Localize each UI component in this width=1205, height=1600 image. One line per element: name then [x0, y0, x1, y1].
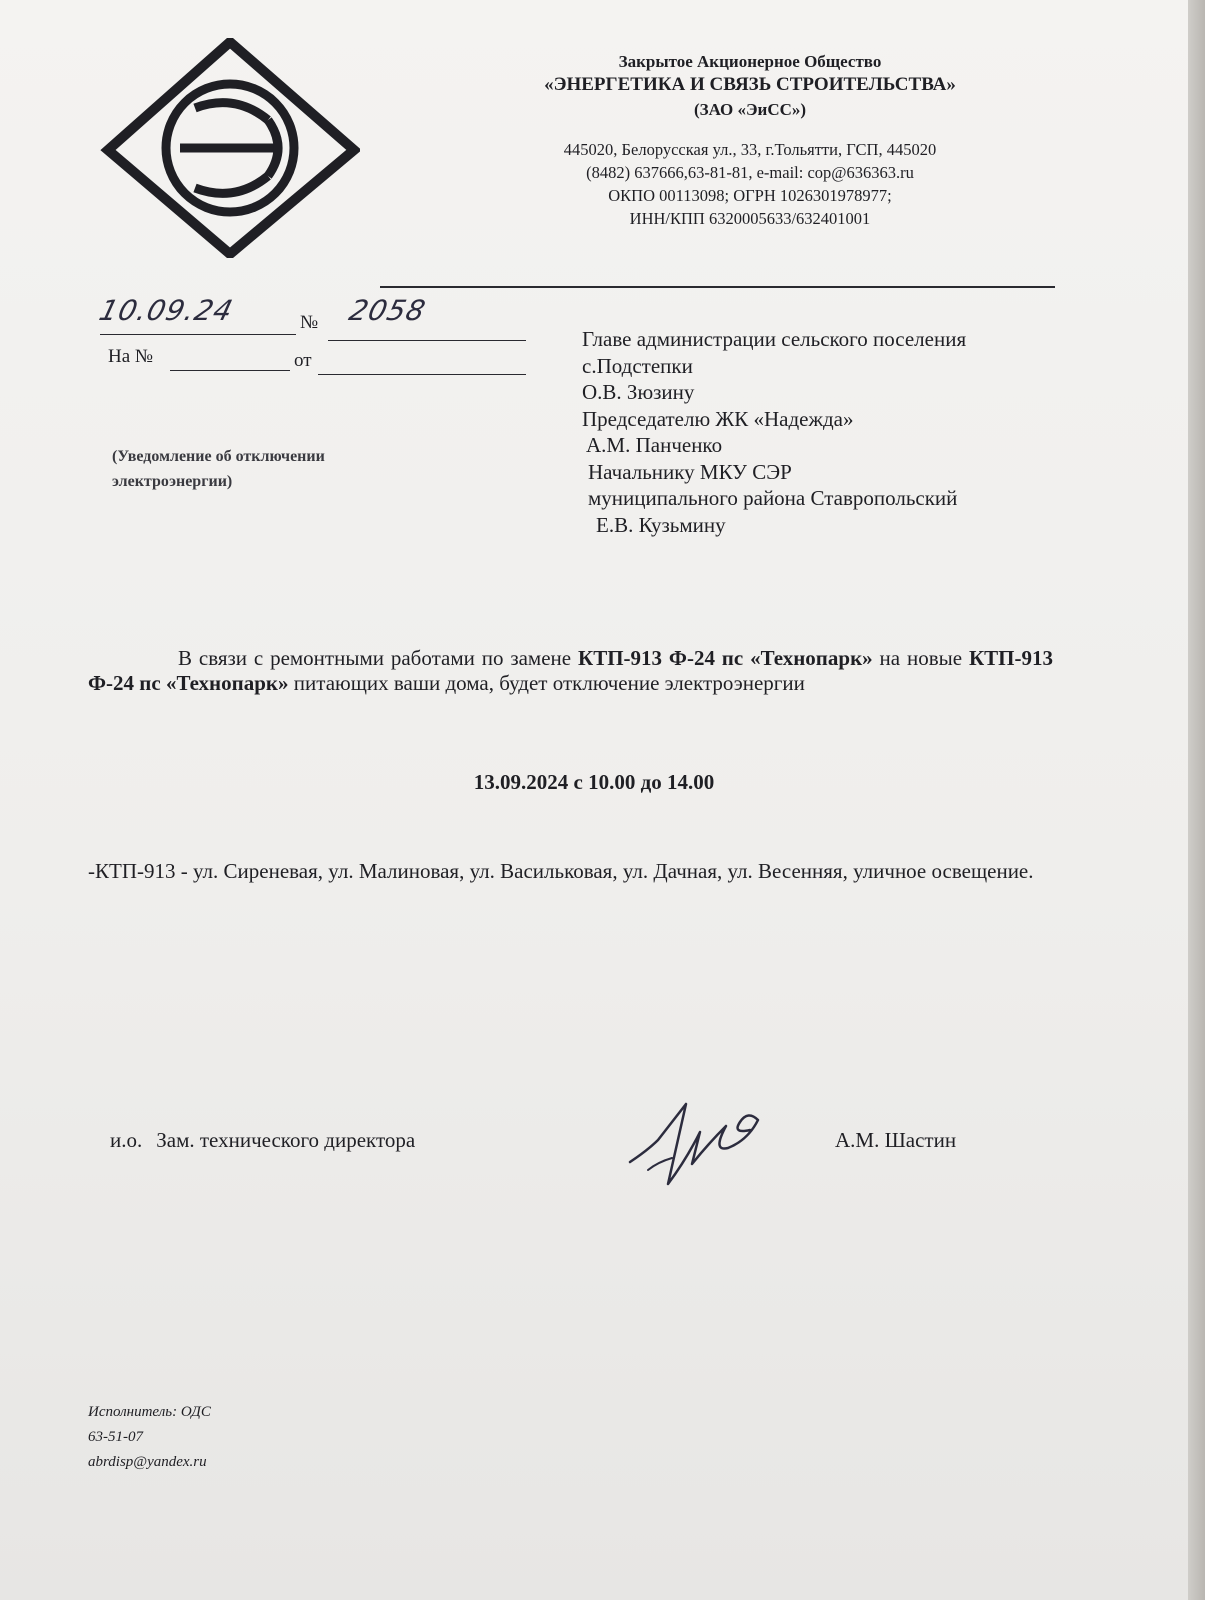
organization-header: [480, 52, 1020, 120]
recipient-line: Председателю ЖК «Надежда»: [582, 406, 854, 431]
org-type: Закрытое Акционерное Общество: [618, 52, 882, 71]
outage-time: 13.09.2024 с 10.00 до 14.00: [473, 770, 715, 794]
recipient-line: муниципального района Ставропольский: [588, 486, 958, 510]
number-underline: [328, 340, 526, 341]
signatory-position: [110, 1128, 415, 1153]
org-codes: ОКПО 00113098; ОГРН 1026301978977;: [608, 186, 892, 205]
org-inn: ИНН/КПП 6320005633/632401001: [629, 209, 871, 228]
recipient-line: Е.В. Кузьмину: [596, 512, 726, 537]
recipient-line: с.Подстепки: [582, 353, 693, 378]
signatory-name: А.М. Шастин: [835, 1128, 957, 1152]
table-edge-background: [1188, 0, 1205, 1600]
letter-subject: (Уведомление об отключении электроэнергии): [112, 448, 325, 490]
organization-contacts: [480, 138, 1020, 230]
executor-phone: 63-51-07: [88, 1429, 143, 1445]
date-underline: [100, 334, 296, 335]
org-address: 445020, Белорусская ул., 33, г.Тольятти, ГСП, 445020: [563, 140, 937, 159]
recipient-line: А.М. Панченко: [586, 433, 723, 457]
from-label: от: [294, 350, 312, 371]
handwritten-date: 10.09.24: [95, 294, 237, 327]
recipient-line: О.В. Зюзину: [582, 380, 695, 404]
reply-underline: [170, 370, 290, 371]
reply-label: На №: [108, 346, 154, 367]
recipients-block: [582, 326, 966, 538]
executor-label: Исполнитель: ОДС: [88, 1404, 211, 1420]
number-label: №: [300, 312, 319, 333]
executor-email: abrdisp@yandex.ru: [88, 1454, 207, 1470]
recipient-line: Начальнику МКУ СЭР: [588, 459, 792, 484]
substation-new: КТП-913 Ф-24 пс «Технопарк»: [88, 646, 1053, 695]
from-underline: [318, 374, 526, 375]
notice-paragraph: В связи с ремонтными работами по замене КТП-913 Ф-24 пс «Технопарк» на новые КТП-913 Ф-24 пс «Технопарк» питающих ваши дома, будет отключение электроэнергии: [88, 646, 1053, 695]
affected-streets: -КТП-913 - ул. Сиреневая, ул. Малиновая, ул. Васильковая, ул. Дачная, ул. Весенняя, уличное освещение.: [88, 859, 1034, 883]
substation-old: КТП-913 Ф-24 пс «Технопарк»: [577, 646, 873, 670]
executor-block: [88, 1400, 211, 1475]
handwritten-number: 2058: [345, 294, 430, 327]
handwritten-signature: [628, 1100, 788, 1200]
company-logo: [100, 38, 360, 258]
acting-prefix: и.о.: [110, 1128, 143, 1152]
org-phone-email: (8482) 637666,63-81-81, e-mail: cop@636363.ru: [586, 163, 914, 182]
header-divider: [380, 286, 1055, 288]
recipient-line: Главе администрации сельского поселения: [582, 327, 967, 351]
org-short-name: (ЗАО «ЭиСС»): [693, 100, 807, 119]
position-title: Зам. технического директора: [156, 1128, 416, 1152]
org-name: «ЭНЕРГЕТИКА И СВЯЗЬ СТРОИТЕЛЬСТВА»: [544, 74, 956, 95]
